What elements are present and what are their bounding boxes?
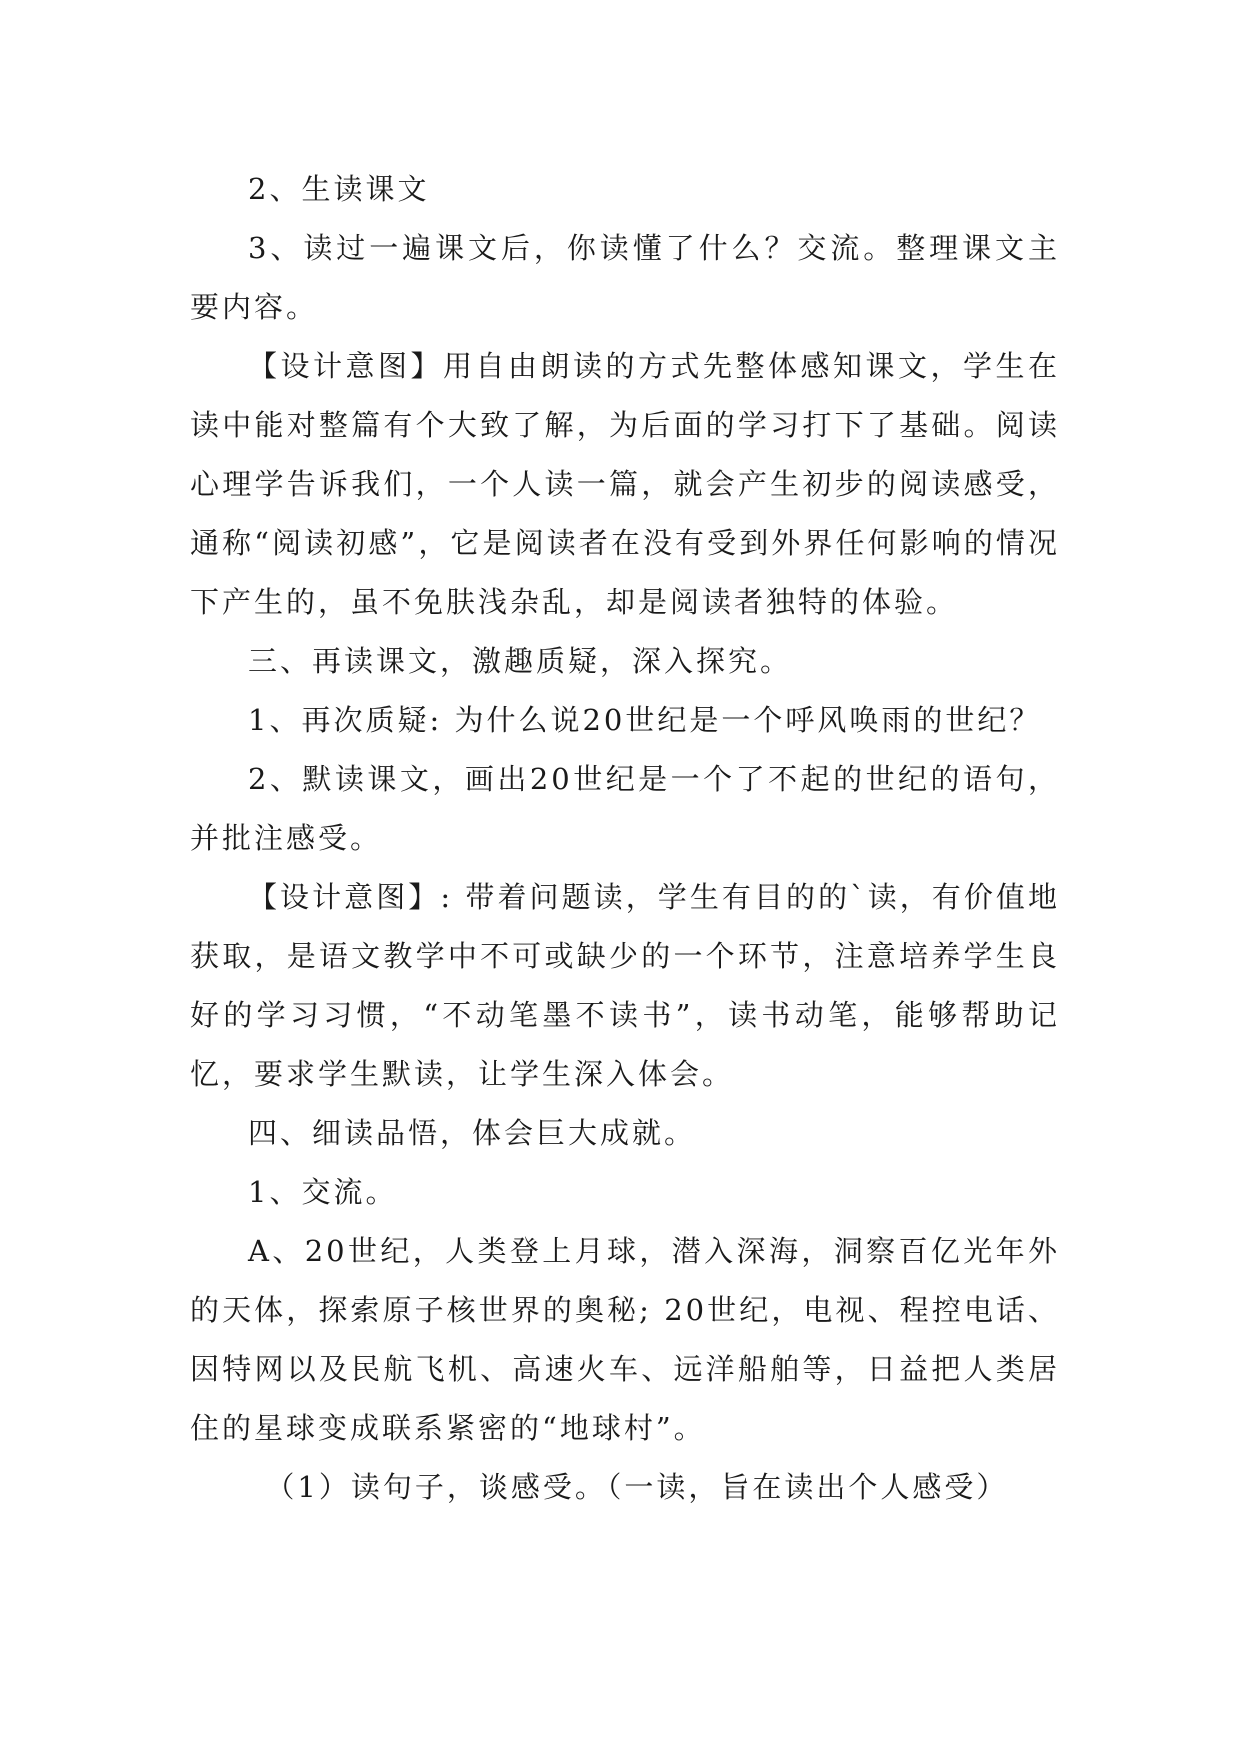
document-body <box>190 160 1060 1517</box>
paragraph-read-sentence: （1）读句子，谈感受。（一读，旨在读出个人感受） <box>265 1470 1009 1504</box>
paragraph-design-intent-1: 【设计意图】用自由朗读的方式先整体感知课文，学生在读中能对整篇有个大致了解，为后面的学习打下了基础。阅读心理学告诉我们，一个人读一篇，就会产生初步的阅读感受，通称“阅读初感”，它是阅读者在没有受到外界任何影响的情况下产生的，虽不免肤浅杂乱，却是阅读者独特的体验。 <box>190 349 1060 619</box>
paragraph-step-3: 3、读过一遍课文后，你读懂了什么？交流。整理课文主要内容。 <box>190 231 1060 324</box>
paragraph-achievements: A、20世纪，人类登上月球，潜入深海，洞察百亿光年外的天体，探索原子核世界的奥秘; 20世纪，电视、程控电话、因特网以及民航飞机、高速火车、远洋船舶等，日益把人类居住的星球变成联系紧密的“地球村”。 <box>190 1234 1060 1445</box>
paragraph-step-2: 2、生读课文 <box>248 172 430 206</box>
paragraph-silent-reading: 2、默读课文，画出20世纪是一个了不起的世纪的语句，并批注感受。 <box>190 762 1060 855</box>
paragraph-exchange: 1、交流。 <box>248 1175 398 1209</box>
section-heading-4: 四、细读品悟，体会巨大成就。 <box>248 1116 697 1150</box>
paragraph-question-1: 1、再次质疑: 为什么说20世纪是一个呼风唤雨的世纪？ <box>248 703 1042 737</box>
section-heading-3: 三、再读课文，激趣质疑，深入探究。 <box>248 644 793 678</box>
paragraph-design-intent-2: 【设计意图】: 带着问题读，学生有目的的`读，有价值地获取，是语文教学中不可或缺少的一个环节，注意培养学生良好的学习习惯，“不动笔墨不读书”，读书动笔，能够帮助记忆，要求学生默读，让学生深入体会。 <box>190 880 1060 1091</box>
